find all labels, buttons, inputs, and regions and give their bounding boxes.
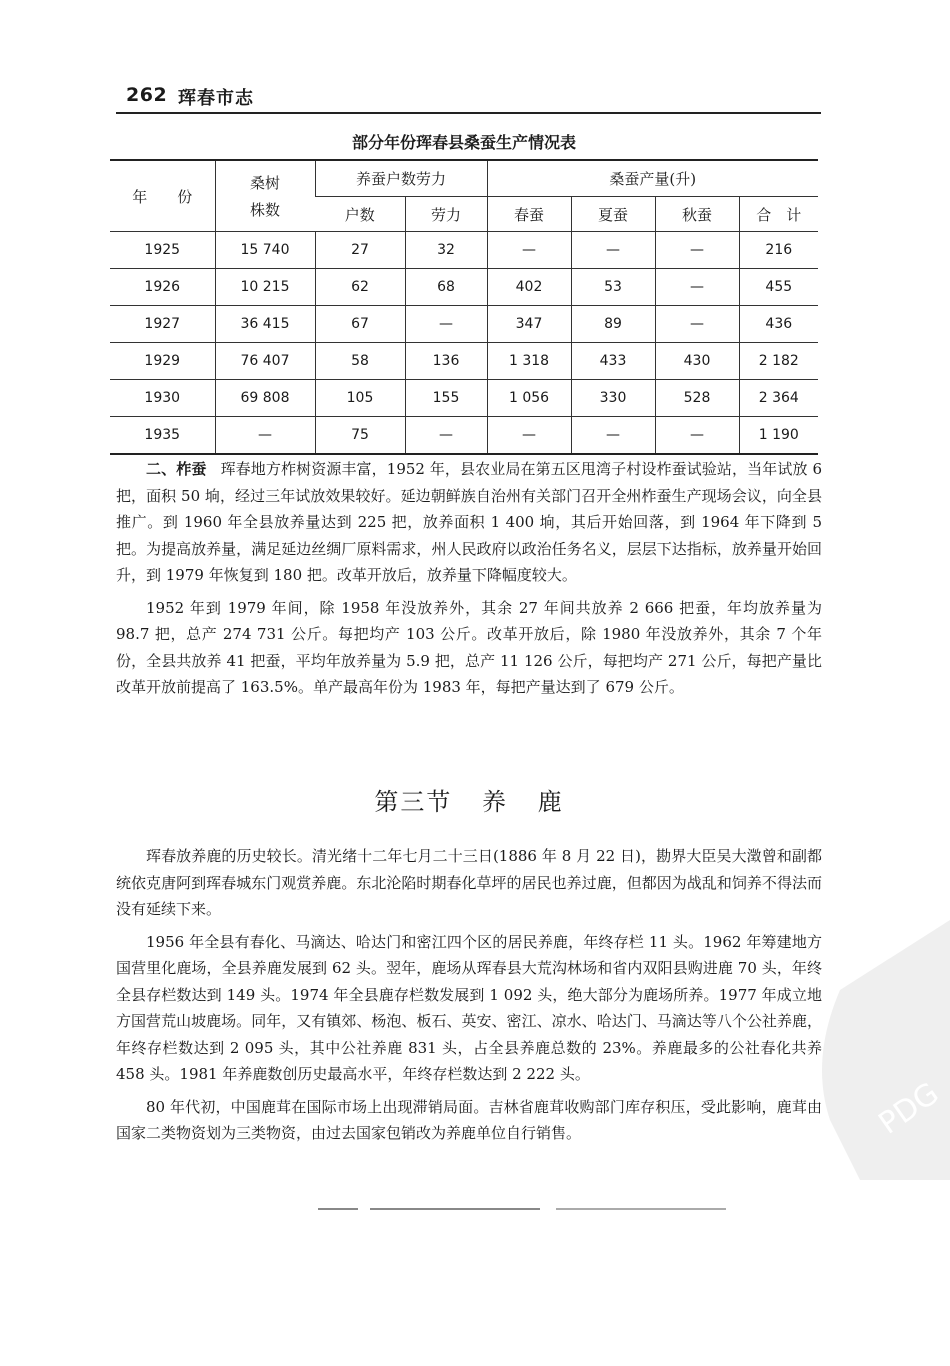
table-cell: 32 (405, 232, 487, 269)
table-cell: 347 (487, 306, 571, 343)
header-total: 合 计 (739, 197, 818, 232)
table-cell: — (487, 232, 571, 269)
paragraph: 80 年代初，中国鹿茸在国际市场上出现滞销局面。吉林省鹿茸收购部门库存积压，受此影响，鹿茸由国家二类物资划为三类物资，由过去国家包销改为养鹿单位自行销售。 (116, 1097, 822, 1142)
paragraph: 珲春放养鹿的历史较长。清光绪十二年七月二十三日(1886 年 8 月 22 日)，勘界大臣吴大澂曾和副都统依克唐阿到珲春城东门观赏养鹿。东北沦陷时期春化草坪的居民也养过鹿，但都因为战乱和饲养不得法而没有延续下来。 (116, 847, 822, 918)
heading-part: 养 (482, 788, 508, 816)
table-cell: 15 740 (215, 232, 315, 269)
table-cell: 2 364 (739, 380, 818, 417)
table-cell: 75 (315, 417, 405, 455)
watermark-shape (800, 920, 950, 1180)
table-row (110, 306, 818, 343)
section-two-lead: 二、柞蚕 (146, 460, 207, 478)
table-cell: — (655, 306, 739, 343)
header-output-group: 桑蚕产量(升) (487, 160, 818, 197)
scan-artifact (370, 1208, 540, 1210)
paragraph: 1952 年到 1979 年间，除 1958 年没放养外，其余 27 年间共放养 2 666 把蚕，年均放养量为 98.7 把，总产 274 731 公斤。每把均产 103 公斤。改革开放后，除 1980 年没放养外，其余 7 个年份，全县共放养 41 把蚕，平均年放养量为 5.9 把，总产 11 126 公斤，每把均产 271 公斤，每把产量比改革开放前提高了 163.5%。单产最高年份为 1983 年，每把产量达到了 679 公斤。 (116, 598, 822, 696)
table-title: 部分年份珲春县桑蚕生产情况表 (351, 133, 576, 152)
table-cell: — (655, 417, 739, 455)
page-number: 262 (126, 84, 168, 106)
table-cell: 68 (405, 269, 487, 306)
table-cell: 53 (571, 269, 655, 306)
table-cell: — (405, 306, 487, 343)
table-row (110, 232, 818, 269)
header-trees-line2: 株数 (249, 201, 280, 219)
table-cell: 36 415 (215, 306, 315, 343)
table-cell: — (405, 417, 487, 455)
table-cell: 67 (315, 306, 405, 343)
table-row (110, 417, 818, 455)
header-autumn: 秋蚕 (655, 197, 739, 232)
paragraph: 1956 年全县有春化、马滴达、哈达门和密江四个区的居民养鹿，年终存栏 11 头。1962 年筹建地方国营里化鹿场，全县养鹿发展到 62 头。翌年，鹿场从珲春县大荒沟林场和省内双阳县购进鹿 70 头，年终全县存栏数达到 149 头。1974 年全县鹿存栏数发展到 1 092 头，绝大部分为鹿场所养。1977 年成立地方国营荒山坡鹿场。同年，又有镇郊、杨泡、板石、英安、密江、凉水、哈达门、马滴达等八个公社养鹿，年终存栏数达到 2 095 头，其中公社养鹿 831 头，占全县养鹿总数的 23%。养鹿最多的公社春化共养 458 头。1981 年养鹿数创历史最高水平，年终存栏数达到 2 222 头。 (116, 932, 822, 1083)
header-trees-line1: 桑树 (249, 174, 280, 192)
header-summer: 夏蚕 (571, 197, 655, 232)
table-cell: 62 (315, 269, 405, 306)
table-cell: 58 (315, 343, 405, 380)
table-cell: — (655, 269, 739, 306)
table-cell: — (571, 417, 655, 455)
table-cell: 1925 (110, 232, 215, 269)
table-row (110, 380, 818, 417)
watermark-stamp (800, 920, 950, 1180)
table-cell: 1 318 (487, 343, 571, 380)
table-cell: 330 (571, 380, 655, 417)
table-cell: 1 190 (739, 417, 818, 455)
table-cell: 216 (739, 232, 818, 269)
table-cell: 1926 (110, 269, 215, 306)
heading-part: 鹿 (537, 788, 564, 816)
table-cell: 1927 (110, 306, 215, 343)
table-cell: 10 215 (215, 269, 315, 306)
table-cell: 528 (655, 380, 739, 417)
table-cell: — (655, 232, 739, 269)
table-cell: 76 407 (215, 343, 315, 380)
section-three-text (116, 843, 822, 1147)
table-cell: 1 056 (487, 380, 571, 417)
table-row (110, 343, 818, 380)
table-row (110, 269, 818, 306)
table-cell: 69 808 (215, 380, 315, 417)
silkworm-table (110, 159, 818, 455)
header-households: 户数 (315, 197, 405, 232)
watermark-label: PDG (872, 1075, 946, 1142)
table-cell: 433 (571, 343, 655, 380)
section-two-text (116, 456, 822, 701)
header-rule (116, 112, 821, 114)
page-header (116, 80, 821, 114)
table-cell: 105 (315, 380, 405, 417)
table-cell: 155 (405, 380, 487, 417)
table-cell: 455 (739, 269, 818, 306)
table-cell: — (487, 417, 571, 455)
book-title: 珲春市志 (178, 88, 254, 109)
header-trees (215, 160, 315, 232)
table-cell: 1935 (110, 417, 215, 455)
table-cell: 1929 (110, 343, 215, 380)
table-cell: 2 182 (739, 343, 818, 380)
scan-artifact (318, 1208, 358, 1210)
table-cell: 402 (487, 269, 571, 306)
table-cell: 136 (405, 343, 487, 380)
paragraph (116, 456, 822, 589)
header-households-group: 养蚕户数劳力 (315, 160, 487, 197)
table-cell: 89 (571, 306, 655, 343)
table-cell: 430 (655, 343, 739, 380)
table-cell: — (215, 417, 315, 455)
table-cell: 436 (739, 306, 818, 343)
section-two-p1: 珲春地方柞树资源丰富，1952 年，县农业局在第五区甩湾子村设柞蚕试验站，当年试放 6 把，面积 50 垧，经过三年试放效果较好。延边朝鲜族自治州有关部门召开全州柞蚕生产现场会议，向全县推广。到 1960 年全县放养量达到 225 把，放养面积 1 400 垧，其后开始回落，到 1964 年下降到 5 把。为提高放养量，满足延边丝绸厂原料需求，州人民政府以政治任务名义，层层下达指标，放养量开始回升，到 1979 年恢复到 180 把。改革开放后，放养量下降幅度较大。 (116, 460, 822, 584)
table-cell: — (571, 232, 655, 269)
table-cell: 27 (315, 232, 405, 269)
section-three-heading (116, 782, 822, 817)
header-year: 年 份 (110, 160, 215, 232)
scan-artifact (556, 1208, 726, 1210)
table-cell: 1930 (110, 380, 215, 417)
header-labor: 劳力 (405, 197, 487, 232)
header-spring: 春蚕 (487, 197, 571, 232)
heading-part: 第三节 (374, 788, 453, 816)
